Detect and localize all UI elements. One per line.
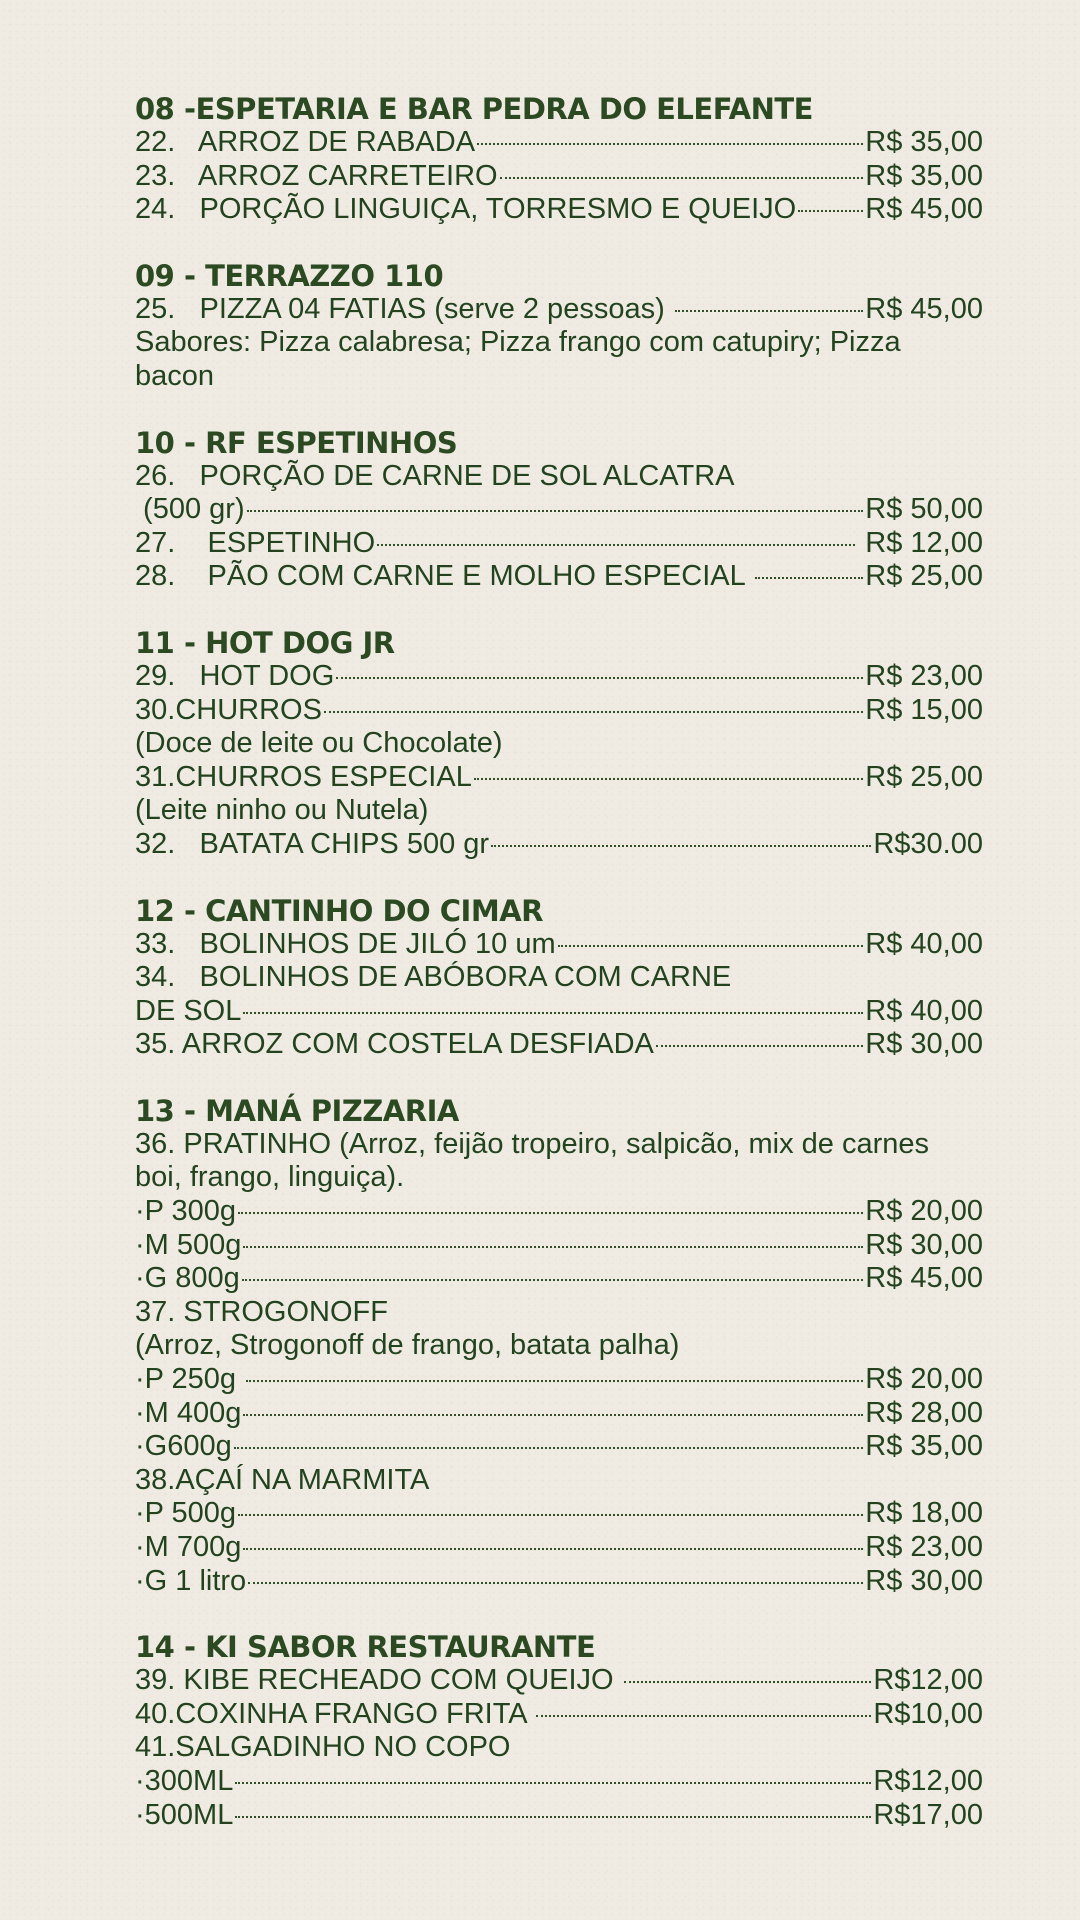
section-title: 12 - CANTINHO DO CIMAR [135,893,543,928]
menu-item [135,1664,983,1698]
menu-item [135,694,983,728]
dotted-leader [243,1012,863,1014]
dotted-leader [243,1246,863,1248]
item-price: R$ 23,00 [865,659,983,692]
item-price: R$ 45,00 [865,193,983,226]
item-name: ·M 500g [135,1228,242,1261]
item-name: ·500ML [135,1798,234,1831]
menu-item [135,1028,983,1062]
item-price: R$ 45,00 [865,292,983,325]
menu-item [135,1531,983,1565]
item-name: ·G 1 litro [135,1564,247,1597]
menu-item [135,1262,983,1296]
menu-item [135,160,983,194]
dotted-leader [474,778,863,780]
menu-section [135,426,983,594]
menu-item [135,126,983,160]
dotted-leader [243,1414,863,1416]
menu-item [135,1565,983,1599]
item-name: ·M 700g [135,1531,242,1563]
item-description: 34. BOLINHOS DE ABÓBORA COM CARNE [135,961,732,994]
section-title: 09 - TERRAZZO 110 [135,258,444,293]
menu-section [135,1094,983,1598]
item-price: R$17,00 [873,1798,983,1831]
menu-item [135,1229,983,1263]
item-name: DE SOL [135,994,242,1027]
item-price: R$ 45,00 [865,1262,983,1295]
menu-section [135,894,983,1062]
menu-item [135,1195,983,1229]
menu-item [135,828,983,862]
item-price: R$12,00 [873,1764,983,1797]
item-name: 39. KIBE RECHEADO COM QUEIJO [135,1664,622,1697]
menu-page [135,92,983,1864]
item-name: 25. PIZZA 04 FATIAS (serve 2 pessoas) [135,292,673,325]
dotted-leader [755,577,864,579]
item-price: R$ 28,00 [865,1396,983,1429]
item-price: R$ 30,00 [865,1228,983,1261]
item-price: R$ 40,00 [865,927,983,960]
dotted-leader [238,1212,863,1214]
item-name: 40.COXINHA FRANGO FRITA [135,1697,535,1730]
menu-item [135,1397,983,1431]
item-name: 31.CHURROS ESPECIAL [135,760,472,793]
item-price: R$ 30,00 [865,1564,983,1597]
item-name: 32. BATATA CHIPS 500 gr [135,827,490,860]
dotted-leader [243,1548,863,1550]
dotted-leader [235,1816,871,1818]
item-price: R$30.00 [873,827,983,860]
item-price: R$12,00 [873,1664,983,1697]
item-price: R$ 35,00 [865,126,983,158]
menu-item [135,1765,983,1799]
item-price: R$ 12,00 [857,526,983,559]
menu-item [135,193,983,227]
item-description: 36. PRATINHO (Arroz, feijão tropeiro, salpicão, mix de carnes boi, frango, linguiça). [135,1127,938,1194]
item-price: R$ 35,00 [865,159,983,192]
item-price: R$ 35,00 [865,1430,983,1463]
dotted-leader [336,677,863,679]
menu-item [135,527,983,561]
menu-item [135,761,983,795]
menu-item [135,1799,983,1833]
item-name: ·P 250g [135,1363,245,1396]
dotted-leader [624,1681,872,1683]
menu-item [135,660,983,694]
item-name: ·M 400g [135,1396,242,1429]
dotted-leader [477,143,863,145]
section-title: 10 - RF ESPETINHOS [135,425,458,460]
menu-item [135,1497,983,1531]
item-price: R$ 18,00 [865,1497,983,1530]
item-name: 33. BOLINHOS DE JILÓ 10 um [135,927,556,960]
item-price: R$ 23,00 [865,1531,983,1563]
dotted-leader [558,945,864,947]
dotted-leader [247,510,864,512]
dotted-leader [500,177,864,179]
menu-item [135,995,983,1029]
item-description: 41.SALGADINHO NO COPO [135,1731,511,1764]
item-name: ·P 500g [135,1497,237,1530]
item-price: R$ 30,00 [865,1028,983,1061]
menu-section [135,1630,983,1832]
menu-section [135,626,983,862]
item-name: ·P 300g [135,1195,237,1228]
item-price: R$ 50,00 [865,493,983,526]
item-price: R$ 15,00 [865,693,983,726]
dotted-leader [377,544,855,546]
menu-item [135,560,983,594]
dotted-leader [656,1045,863,1047]
item-description: (Leite ninho ou Nutela) [135,794,429,827]
item-description: 37. STROGONOFF [135,1295,388,1328]
menu-item [135,493,983,527]
item-price: R$ 20,00 [865,1195,983,1228]
item-name: 35. ARROZ COM COSTELA DESFIADA [135,1028,654,1061]
item-description: 38.AÇAÍ NA MARMITA [135,1463,430,1496]
menu-section [135,92,983,227]
item-price: R$10,00 [873,1697,983,1730]
menu-item [135,1363,983,1397]
item-name: ·G600g [135,1430,232,1463]
dotted-leader [234,1447,864,1449]
section-title: 08 -ESPETARIA E BAR PEDRA DO ELEFANTE [135,92,813,126]
section-title: 11 - HOT DOG JR [135,625,395,660]
item-name: 29. HOT DOG [135,659,335,692]
dotted-leader [536,1715,871,1717]
item-price: R$ 20,00 [865,1363,983,1396]
item-price: R$ 40,00 [865,994,983,1027]
section-title: 14 - KI SABOR RESTAURANTE [135,1630,596,1665]
item-description: (Arroz, Strogonoff de frango, batata palha) [135,1329,680,1362]
dotted-leader [246,1380,863,1382]
item-name: 27. ESPETINHO [135,526,376,559]
item-price: R$ 25,00 [865,760,983,793]
menu-item [135,1430,983,1464]
item-description: Sabores: Pizza calabresa; Pizza frango com catupiry; Pizza bacon [135,326,909,392]
menu-item [135,928,983,962]
menu-item [135,1698,983,1732]
dotted-leader [238,1514,863,1516]
item-name: (500 gr) [135,493,245,526]
menu-item [135,293,983,327]
item-description: 26. PORÇÃO DE CARNE DE SOL ALCATRA [135,459,735,492]
dotted-leader [324,711,863,713]
section-title: 13 - MANÁ PIZZARIA [135,1093,459,1128]
dotted-leader [242,1279,864,1281]
dotted-leader [235,1782,871,1784]
item-name: 28. PÃO COM CARNE E MOLHO ESPECIAL [135,560,753,593]
item-price: R$ 25,00 [865,560,983,593]
item-name: ·300ML [135,1764,234,1797]
item-description: (Doce de leite ou Chocolate) [135,727,503,760]
item-name: ·G 800g [135,1262,240,1295]
dotted-leader [798,210,863,212]
dotted-leader [675,310,864,312]
item-name: 22. ARROZ DE RABADA [135,126,476,158]
dotted-leader [491,845,871,847]
item-name: 23. ARROZ CARRETEIRO [135,159,498,192]
dotted-leader [248,1582,863,1584]
item-name: 30.CHURROS [135,693,322,726]
menu-section [135,259,983,394]
item-name: 24. PORÇÃO LINGUIÇA, TORRESMO E QUEIJO [135,193,797,226]
